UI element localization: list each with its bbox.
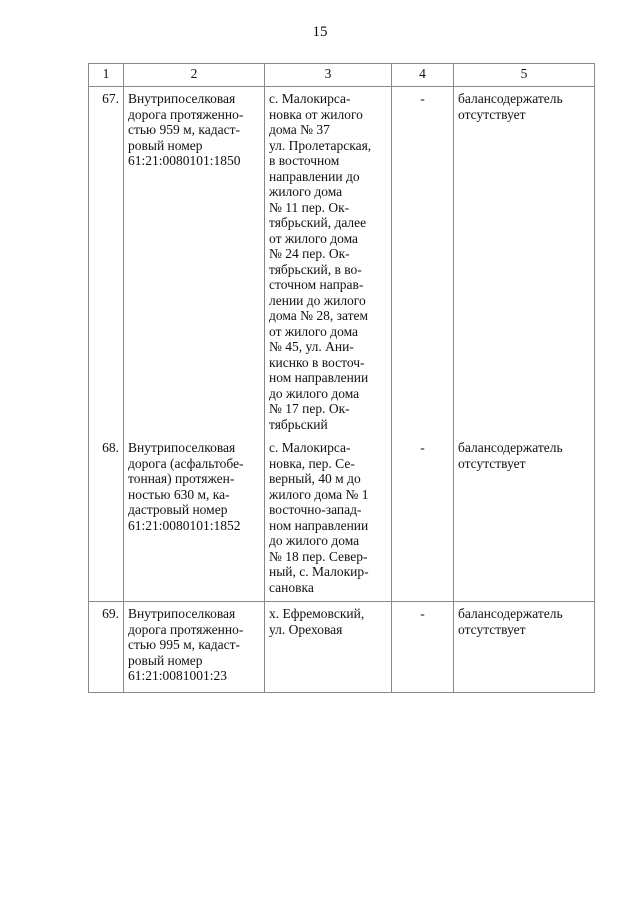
balance-holder: балансодержатель отсутствует (454, 440, 595, 602)
object-location: х. Ефремовский, ул. Ореховая (265, 602, 392, 693)
header-col-2: 2 (124, 64, 265, 87)
table-row (89, 87, 595, 441)
balance-holder: балансодержатель отсутствует (454, 602, 595, 693)
header-col-5: 5 (454, 64, 595, 87)
property-table (88, 63, 595, 693)
col4-value: - (392, 602, 454, 693)
page-number: 15 (312, 24, 328, 40)
header-col-1: 1 (89, 64, 124, 87)
table-header-row (89, 64, 595, 87)
object-location: с. Малокирса- новка от жилого дома № 37 ул. Пролетарская, в восточном направлении до жилого дома № 11 пер. Ок- тябрьский, далее от жилого дома № 24 пер. Ок- тябрьский, в во- сточном направ- лении до жилого дома № 28, затем от жилого дома № 45, ул. Ани- киснко в восточ- ном направлении до жилого дома № 17 пер. Ок- тябрьский (265, 87, 392, 441)
object-location: с. Малокирса- новка, пер. Се- верный, 40 м до жилого дома № 1 восточно-запад- ном направлении до жилого дома № 18 пер. Север- ный, с. Малокир- сановка (265, 440, 392, 602)
table-row (89, 602, 595, 693)
header-col-3: 3 (265, 64, 392, 87)
col4-value: - (392, 440, 454, 602)
balance-holder: балансодержатель отсутствует (454, 87, 595, 441)
col4-value: - (392, 87, 454, 441)
table-row (89, 440, 595, 602)
object-name: Внутрипоселковая дорога (асфальтобе- тонная) протяжен- ностью 630 м, ка- дастровый номер 61:21:0080101:1852 (124, 440, 265, 602)
row-number: 69. (89, 602, 124, 693)
row-number: 68. (89, 440, 124, 602)
row-number: 67. (89, 87, 124, 441)
header-col-4: 4 (392, 64, 454, 87)
object-name: Внутрипоселковая дорога протяженно- стью 995 м, кадаст- ровый номер 61:21:0081001:23 (124, 602, 265, 693)
object-name: Внутрипоселковая дорога протяженно- стью 959 м, кадаст- ровый номер 61:21:0080101:1850 (124, 87, 265, 441)
